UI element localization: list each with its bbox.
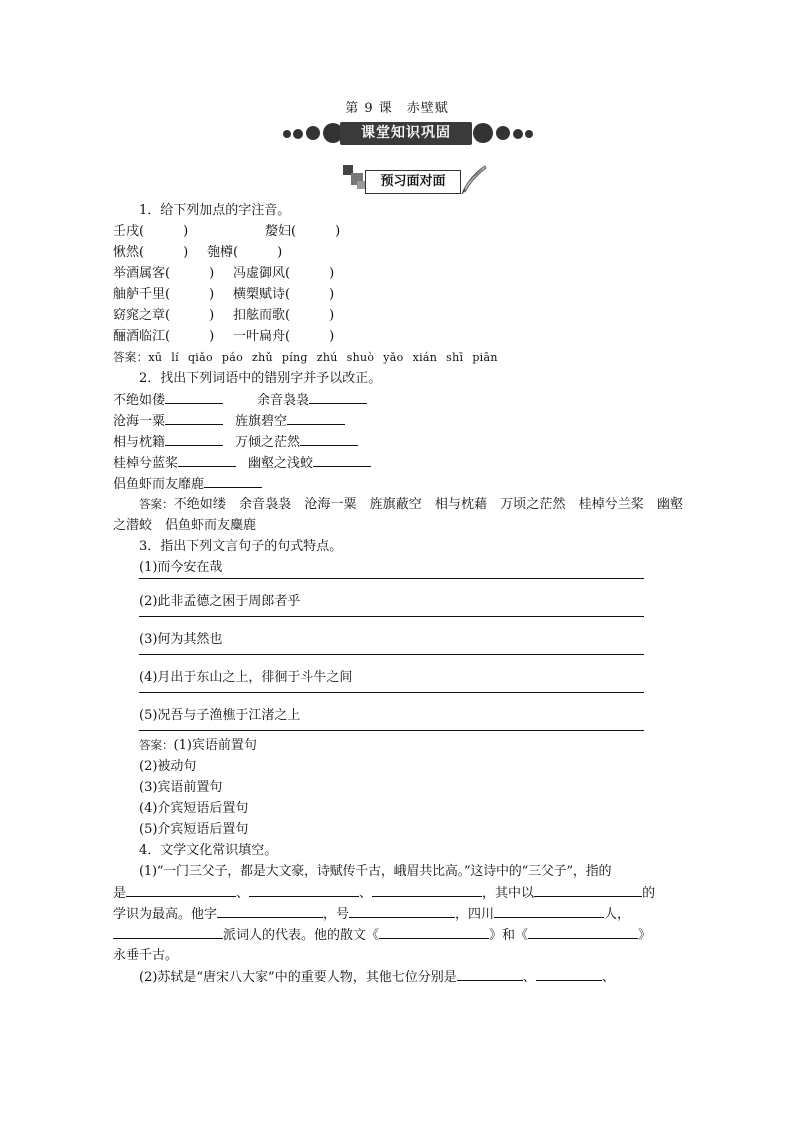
question-4-title: 4．文学文化常识填空。 <box>139 843 278 858</box>
pinyin-answer: lí <box>171 351 179 364</box>
q1-answer <box>113 347 683 368</box>
banner-dot-icon <box>473 123 493 143</box>
answer-blank <box>494 903 604 918</box>
answer-blank <box>309 389 367 404</box>
q1-item: 酾酒临江( ) <box>113 329 215 344</box>
q2-word: 不绝如偻 <box>113 393 166 408</box>
q4-fill-line <box>113 882 683 903</box>
text-fragment: 派词人的代表。他的散文《 <box>223 928 380 943</box>
q2-word: 余音袅袅 <box>257 393 310 408</box>
q2-row <box>113 431 683 452</box>
answer-line <box>139 722 644 731</box>
answer-blank <box>536 966 602 981</box>
q2-word: 侣鱼虾而友靡鹿 <box>113 477 205 492</box>
answer-line <box>139 646 644 655</box>
text-fragment: 人， <box>604 907 631 922</box>
answer-line <box>139 608 644 617</box>
q1-item: 一叶扁舟( ) <box>233 329 335 344</box>
text-fragment: ，四川 <box>455 907 495 922</box>
q1-row <box>113 221 683 242</box>
answer-line <box>139 684 644 693</box>
q4-paragraph-1: (1)“一门三父子，都是大文豪，诗赋传千古，峨眉共比高。”这诗中的“三父子”，指的 <box>139 864 612 879</box>
answer-blank <box>300 431 358 446</box>
answer-blank <box>528 924 638 939</box>
q1-item: 壬戌( ) <box>113 224 189 239</box>
q1-row <box>113 263 683 284</box>
q3-answer-text: (2)被动句 <box>139 759 197 774</box>
text-fragment: 的 <box>642 886 656 901</box>
text-fragment: 、 <box>601 970 615 985</box>
q1-item: 扣舷而歌( ) <box>233 308 335 323</box>
q1-item: 窈窕之章( ) <box>113 308 215 323</box>
q4-fill-line <box>113 966 683 987</box>
subsection-title: 预习面对面 <box>365 170 461 194</box>
q2-answer-text: 不绝如缕 余音袅袅 沧海一粟 旌旗蔽空 相与枕藉 万顷之茫然 桂棹兮兰桨 幽壑之潜蛟 侣鱼虾而友麋鹿 <box>113 497 683 533</box>
quill-pen-icon <box>459 165 487 195</box>
banner-title: 课堂知识巩固 <box>340 122 472 145</box>
q2-answer <box>87 494 683 536</box>
banner-dot-icon <box>496 126 510 140</box>
q3-item: (5)况吾与子渔樵于江渚之上 <box>139 708 301 723</box>
banner-dot-icon <box>513 129 523 139</box>
q1-item: 冯虚御风( ) <box>233 266 335 281</box>
q2-word: 幽壑之浅蛟 <box>248 456 314 471</box>
pinyin-answer: piān <box>472 351 498 364</box>
text-fragment: (2)苏轼是“唐宋八大家”中的重要人物，其他七位分别是 <box>139 970 457 985</box>
text-fragment: 、 <box>359 886 373 901</box>
answer-blank <box>126 882 236 897</box>
text-fragment: 、 <box>236 886 250 901</box>
q1-item: 舳舻千里( ) <box>113 287 215 302</box>
q2-word: 相与枕籍 <box>113 435 166 450</box>
text-fragment: 是 <box>113 886 127 901</box>
answer-blank <box>379 924 489 939</box>
q4-fill-line <box>113 924 683 945</box>
answer-line <box>139 570 644 579</box>
text-fragment: 学识为最高。他字 <box>113 907 218 922</box>
q3-item: (3)何为其然也 <box>139 632 223 647</box>
q3-answer <box>113 735 683 756</box>
q2-row <box>113 452 683 473</box>
answer-blank <box>204 473 262 488</box>
q1-row <box>113 326 683 347</box>
q4-text: 永垂千古。 <box>113 948 179 963</box>
q2-word: 桂棹兮蓝桨 <box>113 456 179 471</box>
q4-fill-line <box>113 903 683 924</box>
pinyin-answer: qiǎo <box>187 351 213 364</box>
pinyin-answer: zhú <box>316 351 338 364</box>
q3-answer-text: (1)宾语前置句 <box>173 738 257 753</box>
q2-row <box>113 389 683 410</box>
answer-label: 答案： <box>139 738 174 752</box>
answer-blank <box>457 966 523 981</box>
answer-blank <box>178 452 236 467</box>
answer-blank <box>165 389 223 404</box>
q1-item: 举酒属客( ) <box>113 266 215 281</box>
pinyin-answer: shuò <box>346 351 375 364</box>
q3-answer-text: (5)介宾短语后置句 <box>139 822 249 837</box>
q2-word: 沧海一粟 <box>113 414 166 429</box>
pinyin-answer: shī <box>446 351 464 364</box>
q3-item: (1)而今安在哉 <box>139 560 223 575</box>
question-2-title: 2．找出下列词语中的错别字并予以改正。 <box>139 371 382 386</box>
q2-row <box>113 473 683 494</box>
q1-item: 愀然( ) <box>113 245 189 260</box>
pinyin-answer: píng <box>281 351 308 364</box>
q1-row <box>113 305 683 326</box>
q3-answer-text: (4)介宾短语后置句 <box>139 801 249 816</box>
q2-word: 万倾之茫然 <box>235 435 301 450</box>
q2-row <box>113 410 683 431</box>
section-banner <box>283 121 533 147</box>
q1-item: 匏樽( ) <box>207 245 283 260</box>
answer-blank <box>313 452 371 467</box>
square-decoration-icon <box>357 181 365 189</box>
answer-blank <box>113 924 223 939</box>
answer-blank <box>165 410 223 425</box>
pinyin-answer: xū <box>148 351 163 364</box>
text-fragment: 》和《 <box>489 928 529 943</box>
answer-blank <box>372 882 482 897</box>
question-1-title: 1．给下列加点的字注音。 <box>139 203 291 218</box>
pinyin-answer: zhǔ <box>252 351 273 364</box>
q1-row <box>113 284 683 305</box>
q3-item: (2)此非孟德之困于周郎者乎 <box>139 594 301 609</box>
subsection-banner <box>343 165 488 195</box>
q1-row <box>113 242 683 263</box>
text-fragment: ，其中以 <box>482 886 535 901</box>
answer-blank <box>217 903 323 918</box>
pinyin-answer: páo <box>221 351 244 364</box>
q2-word: 旌旗碧空 <box>235 414 288 429</box>
question-3-title: 3．指出下列文言句子的句式特点。 <box>139 539 343 554</box>
document-body <box>113 200 683 987</box>
answer-blank <box>249 882 359 897</box>
text-fragment: 、 <box>522 970 536 985</box>
banner-dot-icon <box>293 129 303 139</box>
q1-item: 横槊赋诗( ) <box>233 287 335 302</box>
q3-item: (4)月出于东山之上，徘徊于斗牛之间 <box>139 670 353 685</box>
q3-answer-text: (3)宾语前置句 <box>139 780 223 795</box>
answer-blank <box>534 882 642 897</box>
banner-dot-icon <box>306 126 320 140</box>
banner-dot-icon <box>283 130 291 138</box>
text-fragment: ，号 <box>323 907 350 922</box>
pinyin-answer: yǎo <box>383 351 404 364</box>
pinyin-answer: xián <box>412 351 438 364</box>
lesson-title: 第 9 课 赤壁赋 <box>345 101 449 116</box>
text-fragment: 》 <box>638 928 652 943</box>
answer-blank <box>287 410 345 425</box>
answer-label: 答案： <box>113 350 149 364</box>
answer-blank <box>165 431 223 446</box>
q1-item: 嫠妇( ) <box>265 224 341 239</box>
banner-dot-icon <box>525 130 533 138</box>
answer-blank <box>349 903 455 918</box>
answer-label: 答案： <box>139 497 174 511</box>
